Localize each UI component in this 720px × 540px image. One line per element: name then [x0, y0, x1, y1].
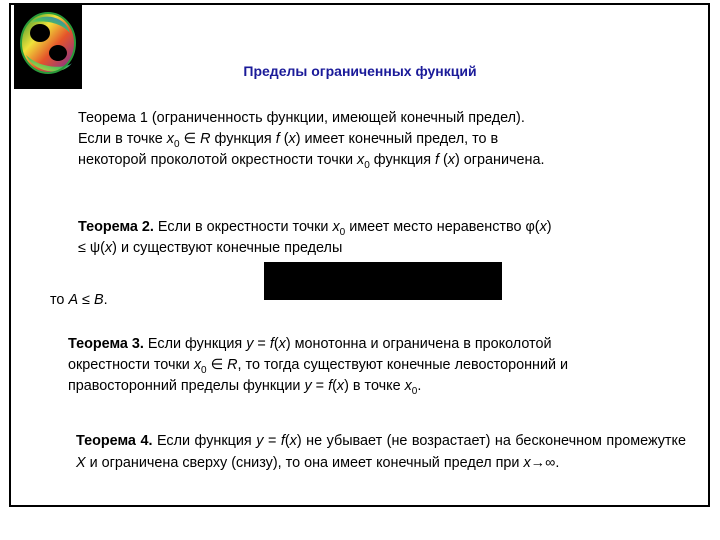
text: то [50, 292, 69, 308]
text: ≤ ψ( [78, 240, 105, 256]
text: ) в точке [344, 378, 405, 394]
var: x [357, 152, 365, 168]
var: f [275, 131, 280, 147]
text: Если функция [143, 336, 247, 352]
theorem-2 [78, 217, 698, 259]
text: правосторонний пределы функции [68, 378, 305, 394]
slide-title: Пределы ограниченных функций [243, 63, 477, 79]
theorem-4-heading: Теорема 4. [76, 433, 153, 449]
text: ( [284, 433, 290, 449]
subscript: 0 [201, 364, 207, 376]
theorem-1-heading: Теорема 1 (ограниченность функции, имеющей конечный предел). [78, 110, 525, 126]
text: , то тогда существуют конечные левосторонний и [237, 357, 569, 373]
text: ( [439, 152, 448, 168]
text: . [103, 292, 108, 308]
text: ) не убывает (не возрастает) на бесконечном промежутке [296, 433, 686, 449]
var: x [289, 433, 297, 449]
var: x [539, 219, 547, 235]
text: Если в окрестности точки [153, 219, 333, 235]
text: Если функция [152, 433, 257, 449]
var: A [68, 292, 79, 308]
formula-image-placeholder [264, 262, 502, 300]
text: ( [273, 336, 279, 352]
var: R [200, 131, 211, 147]
var: x [447, 152, 455, 168]
text: Если в точке [78, 131, 167, 147]
var: y [256, 433, 264, 449]
theorem-3 [68, 334, 698, 397]
text: = [311, 378, 329, 394]
var: x [404, 378, 412, 394]
subscript: 0 [411, 385, 418, 397]
var: x [523, 455, 531, 471]
var: x [336, 378, 345, 394]
text: ) имеет конечный предел, то в [295, 131, 499, 147]
var: f [435, 152, 439, 168]
var: x [104, 240, 113, 256]
subscript: 0 [174, 138, 180, 150]
text: некоторой проколотой окрестности точки [78, 152, 358, 168]
text: = [253, 336, 270, 352]
text: ) ограничена. [455, 152, 545, 168]
text: ) [546, 219, 552, 235]
var: y [304, 378, 312, 394]
var: x [288, 131, 296, 147]
subscript: 0 [364, 159, 370, 171]
text: ( [332, 378, 337, 394]
var: x [166, 131, 174, 147]
var: f [269, 336, 274, 352]
text: ) и существуют конечные пределы [112, 240, 343, 256]
var: x [193, 357, 202, 373]
text: функция [369, 152, 435, 168]
var: y [246, 336, 254, 352]
text: ) монотонна и ограничена в проколотой [285, 336, 552, 352]
var: B [93, 292, 104, 308]
text: функция [210, 131, 276, 147]
text: имеет место неравенство φ( [345, 219, 540, 235]
theorem-3-heading: Теорема 3. [68, 336, 144, 352]
var: f [280, 433, 285, 449]
var: x [332, 219, 340, 235]
theorem-4 [76, 430, 686, 474]
var: X [76, 455, 86, 471]
text: и ограничена сверху (снизу), то она имеет конечный предел при [85, 455, 524, 471]
subscript: 0 [339, 226, 346, 238]
var: R [227, 357, 238, 373]
text: = [263, 433, 281, 449]
text: ( [279, 131, 289, 147]
element-of-symbol: ∈ [179, 131, 201, 147]
text: . [417, 378, 422, 394]
theorem-1 [78, 108, 698, 171]
text: ≤ [78, 292, 94, 308]
var: f [328, 378, 333, 394]
text: →∞. [530, 455, 560, 471]
theorem-2-conclusion [50, 290, 108, 311]
theorem-2-heading: Теорема 2. [78, 219, 154, 235]
element-of-symbol: ∈ [206, 357, 228, 373]
text: окрестности точки [68, 357, 194, 373]
var: x [278, 336, 286, 352]
